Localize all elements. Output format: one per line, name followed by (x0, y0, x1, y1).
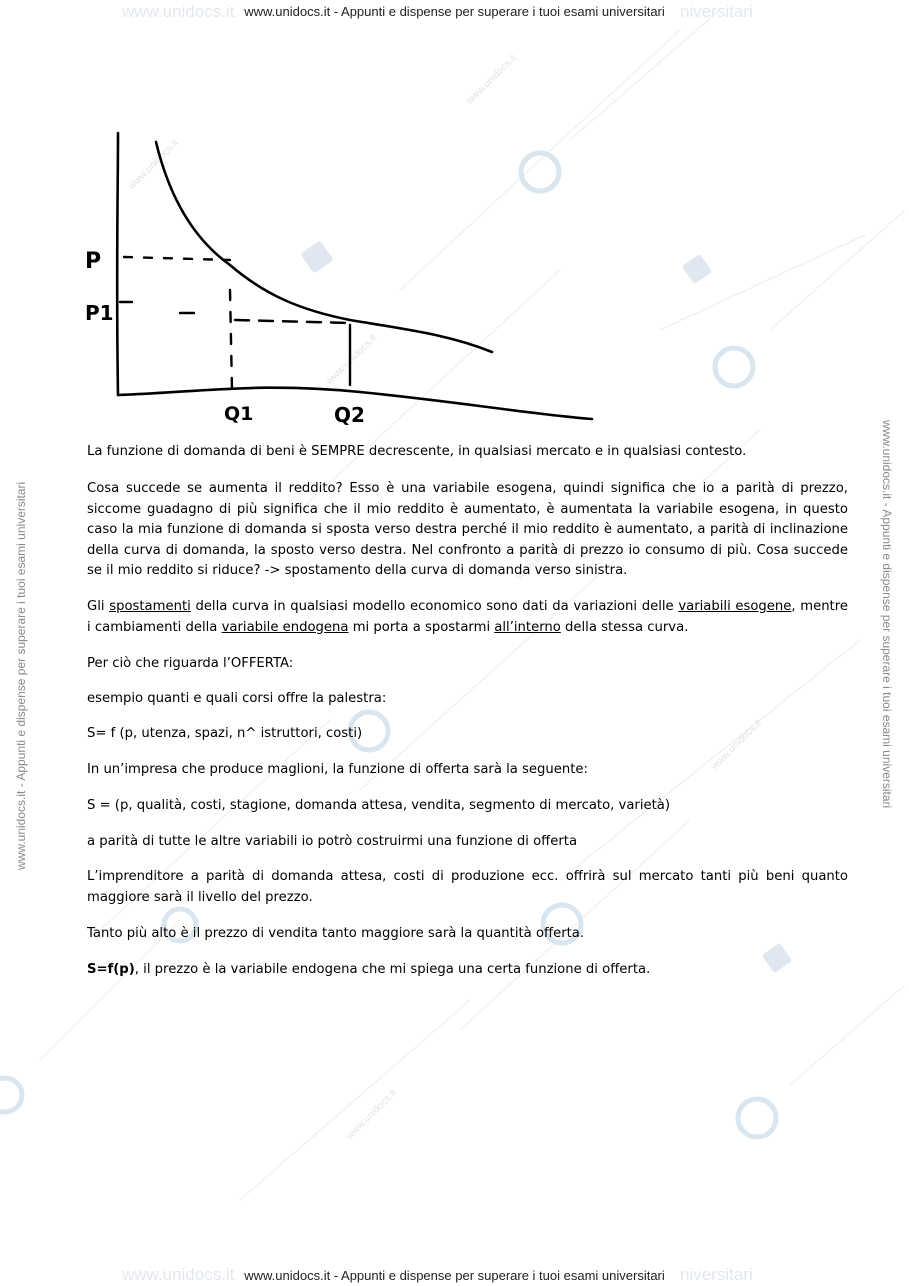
paragraph-4: Per ciò che riguarda l’OFFERTA: (87, 656, 294, 671)
svg-text:www.unidocs.it: www.unidocs.it (344, 1087, 399, 1143)
q1-dashed-line (230, 290, 232, 390)
paragraph-8: S = (p, qualità, costi, stagione, domanda attesa, vendita, segmento di mercato, varietà) (87, 798, 671, 813)
svg-text:www.unidocs.it: www.unidocs.it (126, 137, 181, 193)
p3-variabili-esogene: variabili esogene (678, 599, 792, 614)
paragraph-10: L’imprenditore a parità di domanda attesa, costi di produzione ecc. offrirà sul mercato tanti più beni quanto maggiore sarà il livello del prezzo. (87, 869, 848, 905)
watermark-footer: www.unidocs.it - Appunti e dispense per superare i tuoi esami universitari (244, 1268, 665, 1283)
p3-c: della curva in qualsiasi modello economico sono dati da variazioni delle (190, 599, 679, 614)
p3-a: Gli (87, 599, 110, 614)
p3-g: mi porta a spostarmi (348, 619, 495, 635)
p-dashed-line (124, 257, 230, 260)
svg-text:www.unidocs.it: www.unidocs.it (464, 52, 519, 108)
paragraph-6: S= f (p, utenza, spazi, n^ istruttori, costi) (87, 726, 363, 741)
demand-curve-sketch (80, 130, 610, 430)
p-label: P (85, 249, 102, 274)
demand-curve (156, 142, 492, 352)
paragraph-7: In un’impresa che produce maglioni, la funzione di offerta sarà la seguente: (87, 762, 588, 777)
q2-dashed-line (235, 320, 350, 323)
paragraph-12 (87, 960, 848, 981)
supply-function-formula: S=f(p) (87, 962, 135, 977)
paragraph-9: a parità di tutte le altre variabili io potrò costruirmi una funzione di offerta (87, 834, 578, 849)
q1-label: Q1 (224, 403, 254, 425)
watermark-side-left: www.unidocs.it - Appunti e dispense per superare i tuoi esami universitari (14, 481, 28, 870)
y-axis (117, 133, 118, 395)
paragraph-1: La funzione di domanda di beni è SEMPRE decrescente, in qualsiasi mercato e in qualsiasi contesto. (87, 444, 747, 459)
watermark-header: www.unidocs.it - Appunti e dispense per superare i tuoi esami universitari (244, 4, 665, 19)
paragraph-3 (87, 597, 848, 638)
svg-text:www.unidocs.it: www.unidocs.it (709, 717, 764, 773)
p3-spostamenti: spostamenti (109, 599, 191, 614)
watermark-ghost-left: www.unidocs.it (122, 2, 235, 21)
svg-text:www.unidocs.it: www.unidocs.it (514, 527, 569, 583)
watermark-ghost-right: niversitari (680, 2, 753, 21)
paragraph-5: esempio quanti e quali corsi offre la palestra: (87, 691, 387, 706)
watermark-ghost-left-bottom: www.unidocs.it (122, 1265, 235, 1284)
svg-text:www.unidocs.it: www.unidocs.it (324, 332, 379, 388)
p1-label: P1 (85, 301, 114, 325)
watermark-ghost-right-bottom: niversitari (680, 1265, 753, 1284)
watermark-side-right: www.unidocs.it - Appunti e dispense per superare i tuoi esami universitari (880, 420, 894, 809)
p3-i: della stessa curva. (560, 619, 689, 635)
paragraph-11: Tanto più alto è il prezzo di vendita tanto maggiore sarà la quantità offerta. (87, 926, 585, 941)
p3-e: , mentre i cambiamenti della (87, 599, 848, 635)
p12-rest: , il prezzo è la variabile endogena che mi spiega una certa funzione di offerta. (134, 962, 651, 977)
q2-label: Q2 (334, 403, 365, 427)
p3-variabile-endogena: variabile endogena (221, 619, 349, 635)
paragraph-2: Cosa succede se aumenta il reddito? Esso è una variabile esogena, quindi significa che io a parità di prezzo, siccome guadagno di più significa che il mio reddito è aumentato, è aumentata la variabile esogena, in questo caso la mia funzione di domanda si sposta verso destra perché il mio reddito è aumentato, a parità di inclinazione della curva di domanda, la sposto verso destra. Nel confronto a parità di prezzo io consumo di più. Cosa succede se il mio reddito si riduce? -> spostamento della curva di domanda verso sinistra. (87, 481, 848, 578)
p3-all-interno: all’interno (494, 619, 561, 635)
